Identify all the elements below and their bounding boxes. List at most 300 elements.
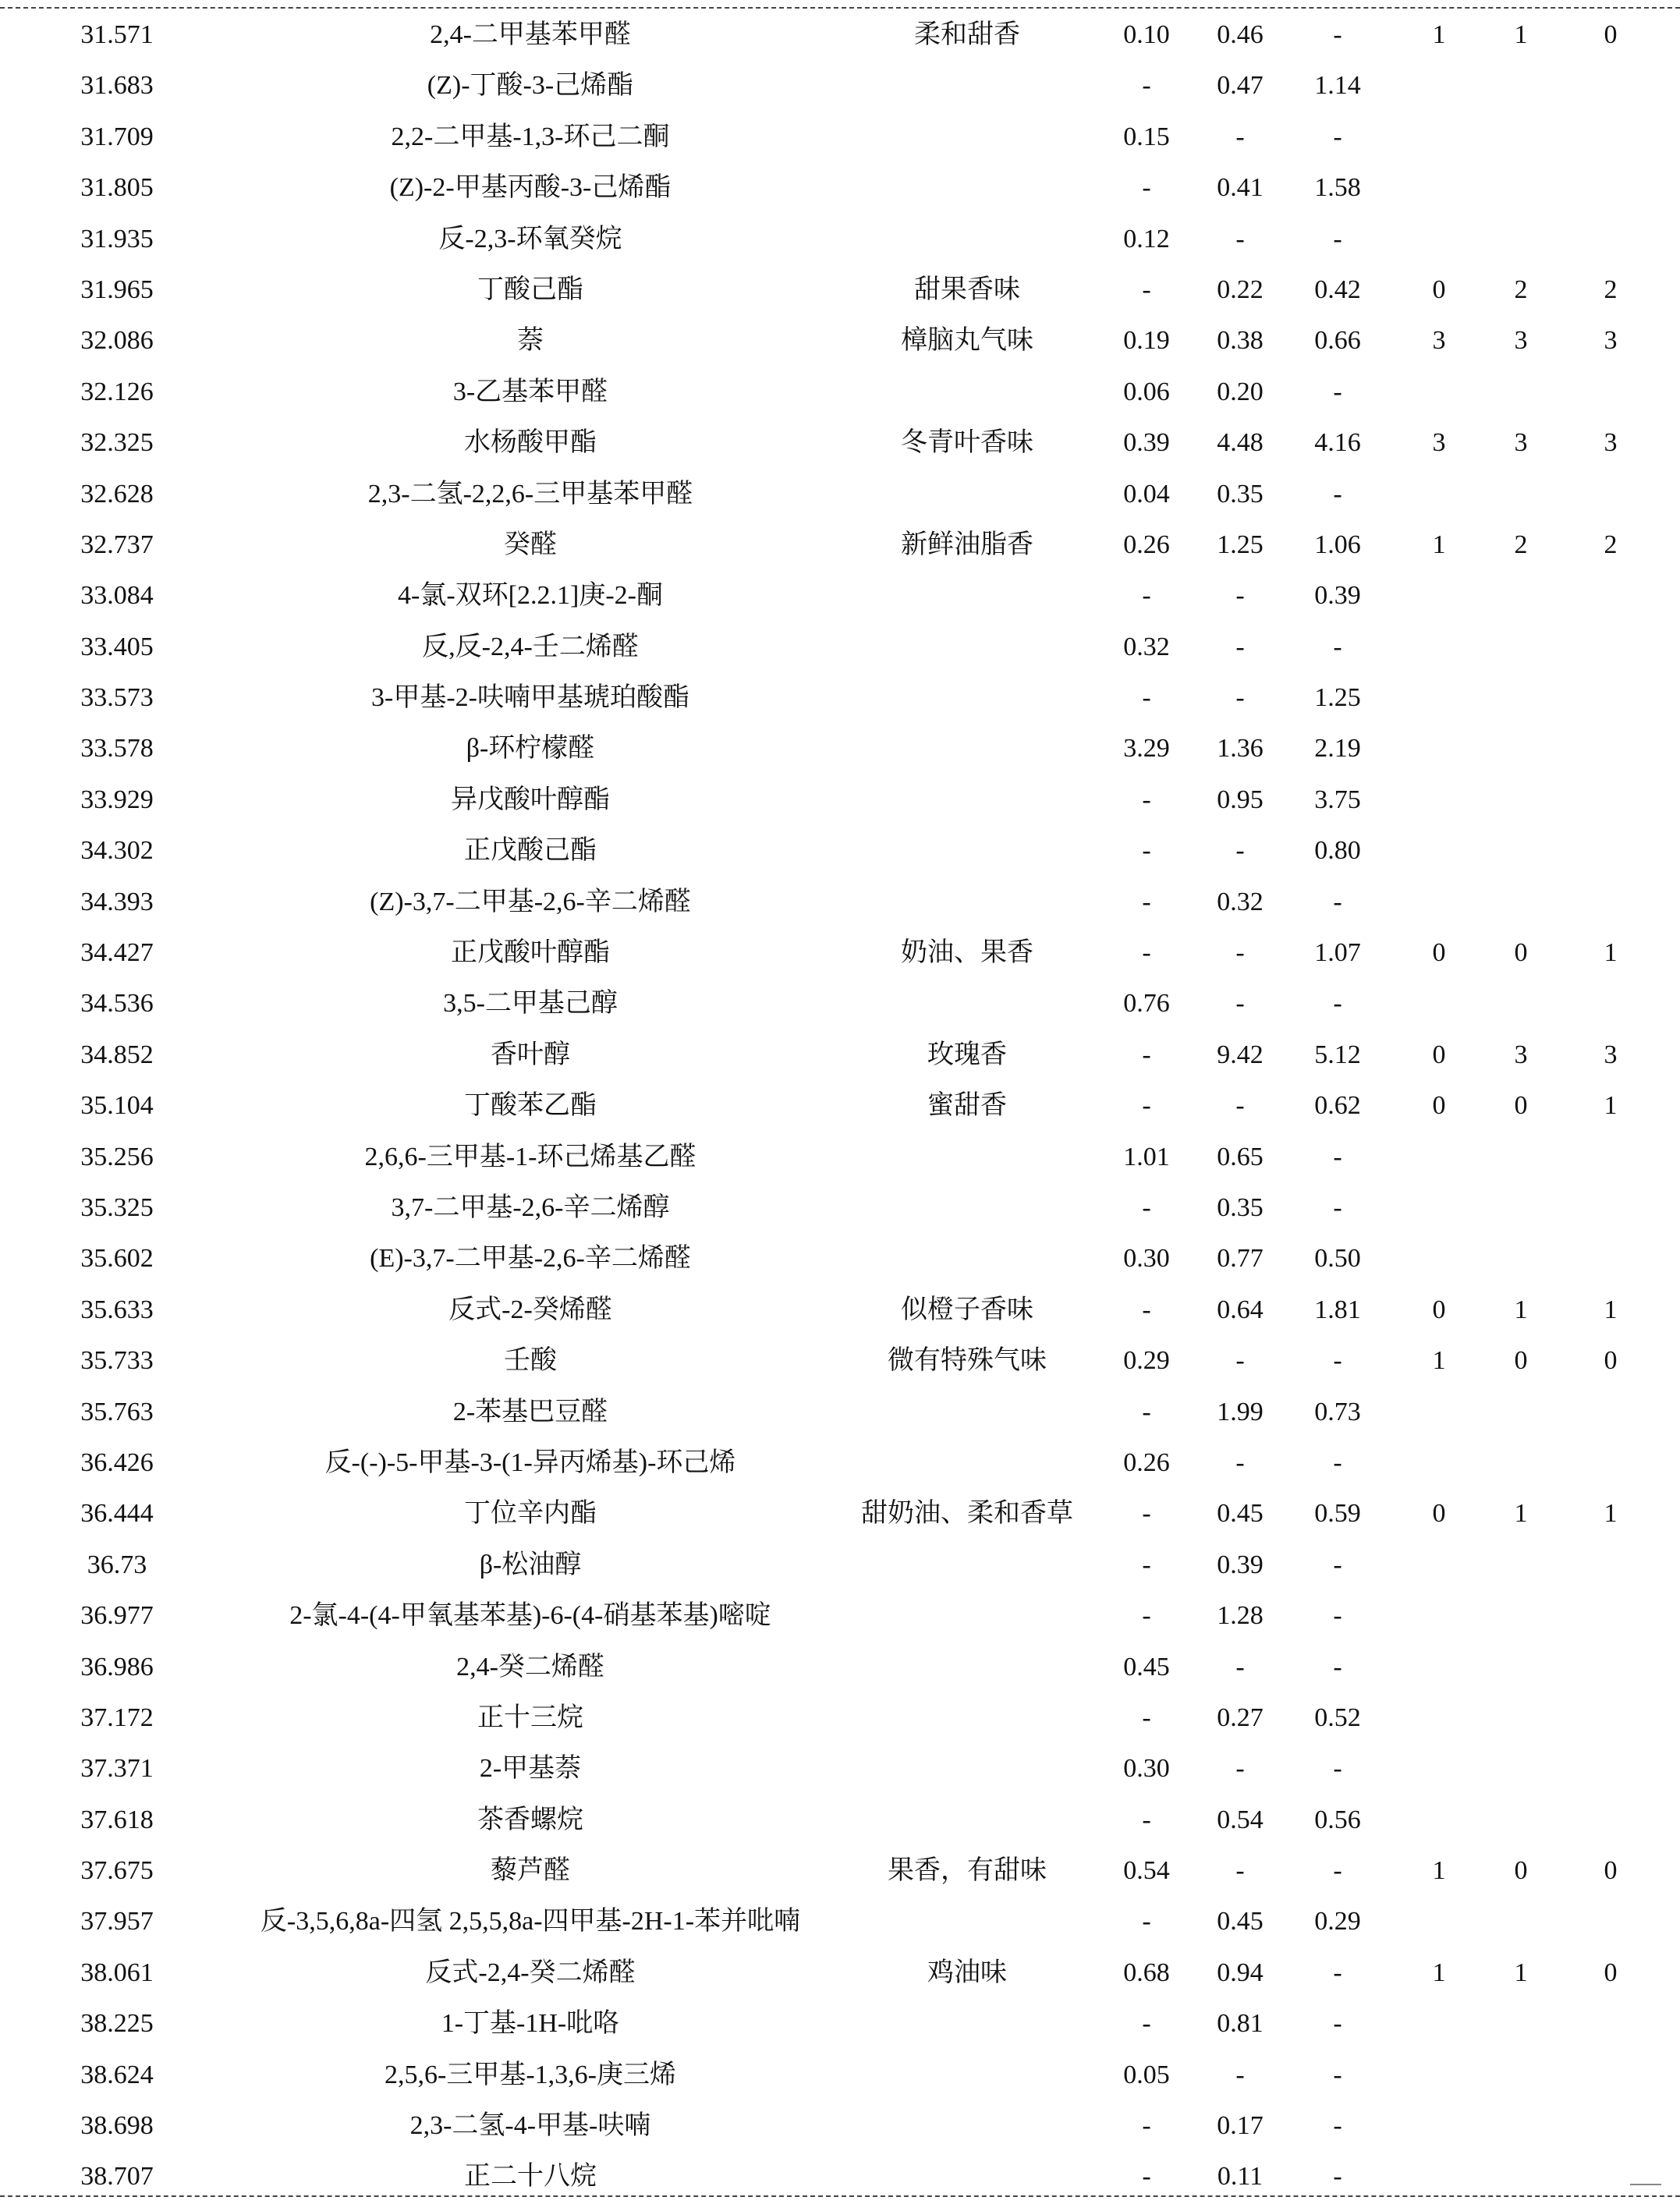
odor-description-cell: 似橙子香味 <box>901 1295 1033 1324</box>
retention-time-cell: 37.675 <box>80 1856 154 1886</box>
score-3-cell: 2 <box>1604 275 1618 304</box>
score-1-cell <box>1396 672 1482 723</box>
score-3-cell: 3 <box>1604 326 1618 356</box>
content-value-3-cell: 2.19 <box>1314 734 1361 764</box>
compound-name-cell: 反式-2-癸烯醛 <box>448 1295 612 1324</box>
odor-description-cell: 柔和甜香 <box>914 20 1020 49</box>
odor-description-cell <box>803 2100 1131 2151</box>
score-2-cell: 2 <box>1514 275 1528 304</box>
content-value-2-cell: 1.25 <box>1217 530 1264 559</box>
table-row <box>0 315 1680 366</box>
table-row <box>0 1998 1680 2049</box>
score-1-cell: 0 <box>1432 1091 1446 1121</box>
content-value-3-cell: 0.59 <box>1314 1499 1361 1529</box>
table-row <box>0 570 1680 621</box>
content-value-1-cell: 0.30 <box>1123 1244 1170 1274</box>
content-value-3-cell: - <box>1333 2060 1342 2089</box>
score-2-cell <box>1478 1590 1564 1641</box>
content-value-1-cell: - <box>1142 1040 1151 1069</box>
content-value-3-cell: - <box>1333 479 1342 508</box>
content-value-3-cell: - <box>1333 1142 1342 1171</box>
content-value-2-cell: - <box>1235 1447 1245 1477</box>
retention-time-cell: 36.73 <box>87 1550 147 1579</box>
score-1-cell: 1 <box>1432 530 1446 559</box>
content-value-2-cell: 0.32 <box>1217 887 1264 916</box>
table-row <box>0 1284 1680 1335</box>
score-2-cell <box>1478 1998 1564 2049</box>
score-2-cell: 1 <box>1514 1295 1528 1324</box>
odor-description-cell <box>803 1590 1131 1641</box>
odor-description-cell: 甜果香味 <box>914 275 1020 304</box>
table-row <box>0 622 1680 672</box>
score-2-cell <box>1478 723 1564 774</box>
retention-time-cell: 31.805 <box>80 173 154 203</box>
table-row <box>0 1692 1680 1743</box>
odor-description-cell <box>803 774 1131 825</box>
score-2-cell: 3 <box>1514 1040 1528 1069</box>
content-value-1-cell: 0.29 <box>1123 1346 1170 1376</box>
odor-description-cell: 新鲜油脂香 <box>901 530 1033 559</box>
score-1-cell <box>1396 1896 1482 1947</box>
content-value-1-cell: 3.29 <box>1123 734 1170 764</box>
retention-time-cell: 37.371 <box>80 1754 154 1784</box>
content-value-1-cell: 0.54 <box>1123 1856 1170 1886</box>
content-value-1-cell: 0.68 <box>1123 1958 1170 1987</box>
content-value-2-cell: 0.46 <box>1217 20 1264 49</box>
retention-time-cell: 36.977 <box>80 1601 154 1631</box>
table-row <box>0 1335 1680 1386</box>
retention-time-cell: 38.707 <box>80 2162 154 2192</box>
compound-name-cell: 正戊酸己酯 <box>464 836 597 866</box>
score-2-cell: 0 <box>1514 1346 1528 1376</box>
content-value-1-cell: - <box>1142 1397 1151 1426</box>
retention-time-cell: 38.061 <box>80 1958 154 1987</box>
content-value-1-cell: 0.26 <box>1123 530 1170 559</box>
content-value-2-cell: - <box>1235 989 1245 1019</box>
table-row <box>0 9 1680 60</box>
content-value-2-cell: 0.41 <box>1217 173 1264 203</box>
content-value-3-cell: - <box>1333 122 1342 151</box>
table-row <box>0 1182 1680 1233</box>
table-row <box>0 417 1680 468</box>
content-value-2-cell: 0.17 <box>1217 2111 1264 2141</box>
score-1-cell <box>1396 162 1482 213</box>
score-3-cell <box>1568 1387 1653 1437</box>
score-1-cell: 0 <box>1432 1499 1446 1529</box>
retention-time-cell: 35.256 <box>80 1142 154 1171</box>
score-2-cell <box>1478 1896 1564 1947</box>
content-value-2-cell: - <box>1235 122 1245 151</box>
content-value-2-cell: 0.39 <box>1217 1550 1264 1579</box>
content-value-2-cell: 0.45 <box>1217 1907 1264 1936</box>
retention-time-cell: 31.571 <box>80 20 154 49</box>
odor-description-cell <box>803 825 1131 876</box>
compound-name-cell: 反-(-)-5-甲基-3-(1-异丙烯基)-环己烯 <box>324 1447 736 1477</box>
content-value-2-cell: - <box>1235 683 1245 713</box>
odor-description-cell <box>803 1387 1131 1437</box>
table-row <box>0 1642 1680 1692</box>
retention-time-cell: 34.393 <box>80 887 154 916</box>
compound-name-cell: 2,4-二甲基苯甲醛 <box>430 20 631 49</box>
score-3-cell: 0 <box>1604 1958 1618 1987</box>
content-value-1-cell: 0.06 <box>1123 377 1170 406</box>
content-value-1-cell: - <box>1142 71 1151 101</box>
odor-description-cell <box>803 1642 1131 1692</box>
score-1-cell <box>1396 1743 1482 1794</box>
score-1-cell <box>1396 774 1482 825</box>
score-3-cell <box>1568 570 1653 621</box>
score-2-cell <box>1478 469 1564 519</box>
retention-time-cell: 38.698 <box>80 2111 154 2141</box>
content-value-1-cell: - <box>1142 275 1151 304</box>
odor-description-cell <box>803 1540 1131 1590</box>
table-row <box>0 877 1680 927</box>
compound-name-cell: 异戊酸叶醇酯 <box>451 785 610 814</box>
content-value-2-cell: 9.42 <box>1217 1040 1264 1069</box>
retention-time-cell: 32.086 <box>80 326 154 356</box>
score-1-cell <box>1396 877 1482 927</box>
table-row <box>0 774 1680 825</box>
content-value-1-cell: - <box>1142 938 1151 968</box>
score-2-cell <box>1478 1387 1564 1437</box>
retention-time-cell: 36.444 <box>80 1499 154 1529</box>
score-3-cell: 0 <box>1604 20 1618 49</box>
odor-description-cell: 鸡油味 <box>927 1958 1007 1987</box>
retention-time-cell: 32.737 <box>80 530 154 559</box>
content-value-3-cell: - <box>1333 1447 1342 1477</box>
retention-time-cell: 37.618 <box>80 1805 154 1834</box>
content-value-3-cell: - <box>1333 2111 1342 2141</box>
table-row <box>0 112 1680 162</box>
content-value-3-cell: - <box>1333 20 1342 49</box>
score-3-cell: 1 <box>1604 1295 1618 1324</box>
table-row <box>0 723 1680 774</box>
retention-time-cell: 37.957 <box>80 1907 154 1936</box>
compound-name-cell: 香叶醇 <box>491 1040 570 1069</box>
score-3-cell: 1 <box>1604 1091 1618 1121</box>
compound-name-cell: 壬酸 <box>504 1346 557 1376</box>
content-value-1-cell: - <box>1142 1295 1151 1324</box>
score-3-cell <box>1568 469 1653 519</box>
score-1-cell <box>1396 214 1482 264</box>
content-value-2-cell: 1.28 <box>1217 1601 1264 1631</box>
score-3-cell <box>1568 1437 1653 1488</box>
odor-description-cell <box>803 1692 1131 1743</box>
content-value-1-cell: 0.26 <box>1123 1447 1170 1477</box>
score-2-cell <box>1478 774 1564 825</box>
compound-name-cell: 丁酸苯乙酯 <box>464 1091 597 1121</box>
score-2-cell <box>1478 60 1564 111</box>
score-1-cell <box>1396 112 1482 162</box>
content-value-3-cell: - <box>1333 1652 1342 1681</box>
content-value-1-cell: - <box>1142 2009 1151 2039</box>
score-1-cell <box>1396 1233 1482 1284</box>
content-value-2-cell: - <box>1235 224 1245 253</box>
odor-description-cell <box>803 1132 1131 1182</box>
compound-name-cell: (Z)-3,7-二甲基-2,6-辛二烯醛 <box>370 887 691 916</box>
table-row <box>0 2100 1680 2151</box>
content-value-3-cell: 0.56 <box>1314 1805 1361 1834</box>
content-value-2-cell: 0.22 <box>1217 275 1264 304</box>
score-2-cell <box>1478 570 1564 621</box>
odor-description-cell <box>803 723 1131 774</box>
odor-description-cell <box>803 978 1131 1029</box>
odor-description-cell: 蜜甜香 <box>927 1091 1007 1121</box>
score-1-cell <box>1396 1132 1482 1182</box>
content-value-3-cell: 1.58 <box>1314 173 1361 203</box>
content-value-1-cell: - <box>1142 683 1151 713</box>
content-value-3-cell: 0.52 <box>1314 1703 1361 1732</box>
content-value-3-cell: 0.66 <box>1314 326 1361 356</box>
content-value-1-cell: 0.76 <box>1123 989 1170 1019</box>
retention-time-cell: 35.633 <box>80 1295 154 1324</box>
score-3-cell <box>1568 2100 1653 2151</box>
retention-time-cell: 33.405 <box>80 632 154 661</box>
score-2-cell <box>1478 2050 1564 2100</box>
score-1-cell: 1 <box>1432 1958 1446 1987</box>
score-3-cell: 3 <box>1604 428 1618 458</box>
retention-time-cell: 33.578 <box>80 734 154 764</box>
table-row <box>0 1743 1680 1794</box>
compound-name-cell: 正二十八烷 <box>464 2162 597 2192</box>
score-1-cell <box>1396 622 1482 672</box>
retention-time-cell: 31.965 <box>80 275 154 304</box>
retention-time-cell: 32.325 <box>80 428 154 458</box>
compound-name-cell: 2-氯-4-(4-甲氧基苯基)-6-(4-硝基苯基)嘧啶 <box>289 1601 771 1631</box>
content-value-2-cell: 0.65 <box>1217 1142 1264 1171</box>
score-3-cell: 0 <box>1604 1856 1618 1886</box>
retention-time-cell: 34.536 <box>80 989 154 1019</box>
odor-description-cell <box>803 2050 1131 2100</box>
score-1-cell <box>1396 1590 1482 1641</box>
score-1-cell <box>1396 2100 1482 2151</box>
odor-description-cell: 奶油、果香 <box>901 938 1033 968</box>
content-value-2-cell: - <box>1235 1091 1245 1121</box>
odor-description-cell <box>803 367 1131 417</box>
table-row <box>0 825 1680 876</box>
table-row <box>0 1795 1680 1845</box>
odor-description-cell: 樟脑丸气味 <box>901 326 1033 356</box>
table-row <box>0 1132 1680 1182</box>
compound-name-cell: (Z)-2-甲基丙酸-3-己烯酯 <box>389 173 672 203</box>
content-value-2-cell: 0.47 <box>1217 71 1264 101</box>
odor-description-cell <box>803 2151 1131 2202</box>
score-2-cell <box>1478 1692 1564 1743</box>
retention-time-cell: 33.573 <box>80 683 154 713</box>
odor-description-cell <box>803 60 1131 111</box>
top-dashed-rule <box>0 7 1680 9</box>
odor-description-cell <box>803 1182 1131 1233</box>
score-1-cell <box>1396 723 1482 774</box>
compound-name-cell: 3-乙基苯甲醛 <box>452 377 608 406</box>
score-3-cell <box>1568 112 1653 162</box>
retention-time-cell: 37.172 <box>80 1703 154 1732</box>
score-3-cell <box>1568 1896 1653 1947</box>
score-2-cell: 1 <box>1514 20 1528 49</box>
score-3-cell: 3 <box>1604 1040 1618 1069</box>
retention-time-cell: 32.126 <box>80 377 154 406</box>
compound-name-cell: 1-丁基-1H-吡咯 <box>441 2009 620 2039</box>
compound-name-cell: 反-2,3-环氧癸烷 <box>438 224 622 253</box>
score-1-cell: 0 <box>1432 1295 1446 1324</box>
score-2-cell: 1 <box>1514 1499 1528 1529</box>
score-1-cell <box>1396 570 1482 621</box>
score-1-cell <box>1396 2151 1482 2202</box>
table-row <box>0 1437 1680 1488</box>
content-value-2-cell: 0.45 <box>1217 1499 1264 1529</box>
score-3-cell <box>1568 60 1653 111</box>
score-3-cell <box>1568 723 1653 774</box>
score-3-cell <box>1568 825 1653 876</box>
content-value-3-cell: - <box>1333 1550 1342 1579</box>
content-value-2-cell: - <box>1235 1346 1245 1376</box>
content-value-2-cell: - <box>1235 938 1245 968</box>
content-value-3-cell: 0.62 <box>1314 1091 1361 1121</box>
table-row <box>0 672 1680 723</box>
content-value-3-cell: 3.75 <box>1314 785 1361 814</box>
content-value-3-cell: - <box>1333 224 1342 253</box>
score-1-cell <box>1396 2050 1482 2100</box>
score-1-cell <box>1396 1437 1482 1488</box>
score-3-cell <box>1568 2050 1653 2100</box>
table-row <box>0 519 1680 570</box>
score-2-cell <box>1478 1233 1564 1284</box>
odor-description-cell <box>803 1896 1131 1947</box>
content-value-2-cell: - <box>1235 581 1245 611</box>
score-2-cell <box>1478 367 1564 417</box>
table-row <box>0 264 1680 315</box>
score-2-cell <box>1478 2151 1564 2202</box>
score-3-cell <box>1568 1590 1653 1641</box>
content-value-3-cell: 0.73 <box>1314 1397 1361 1426</box>
content-value-1-cell: 1.01 <box>1123 1142 1170 1171</box>
table-row <box>0 214 1680 264</box>
score-2-cell: 1 <box>1514 1958 1528 1987</box>
score-3-cell <box>1568 1642 1653 1692</box>
content-value-2-cell: - <box>1235 2060 1245 2089</box>
score-2-cell <box>1478 1132 1564 1182</box>
content-value-3-cell: - <box>1333 2162 1342 2192</box>
compound-name-cell: 正戊酸叶醇酯 <box>451 938 610 968</box>
content-value-1-cell: - <box>1142 1192 1151 1222</box>
content-value-3-cell: - <box>1333 377 1342 406</box>
content-value-2-cell: 0.20 <box>1217 377 1264 406</box>
retention-time-cell: 31.709 <box>80 122 154 151</box>
score-2-cell <box>1478 112 1564 162</box>
content-value-2-cell: 4.48 <box>1217 428 1264 458</box>
table-row <box>0 1540 1680 1590</box>
compound-table <box>0 9 1680 2202</box>
score-2-cell: 3 <box>1514 326 1528 356</box>
content-value-3-cell: 1.07 <box>1314 938 1361 968</box>
score-2-cell <box>1478 1642 1564 1692</box>
score-2-cell <box>1478 622 1564 672</box>
content-value-1-cell: 0.04 <box>1123 479 1170 508</box>
score-2-cell <box>1478 1743 1564 1794</box>
score-3-cell <box>1568 1743 1653 1794</box>
content-value-1-cell: 0.39 <box>1123 428 1170 458</box>
compound-name-cell: 3,7-二甲基-2,6-辛二烯醇 <box>391 1192 670 1222</box>
retention-time-cell: 31.683 <box>80 71 154 101</box>
score-3-cell <box>1568 978 1653 1029</box>
table-row <box>0 1845 1680 1896</box>
score-2-cell <box>1478 1795 1564 1845</box>
score-1-cell <box>1396 1540 1482 1590</box>
content-value-2-cell: 0.38 <box>1217 326 1264 356</box>
table-row <box>0 978 1680 1029</box>
odor-description-cell: 冬青叶香味 <box>901 428 1033 458</box>
table-row <box>0 1080 1680 1131</box>
compound-name-cell: 2-苯基巴豆醛 <box>452 1397 608 1426</box>
score-3-cell <box>1568 877 1653 927</box>
odor-description-cell <box>803 112 1131 162</box>
odor-description-cell <box>803 1998 1131 2049</box>
score-3-cell <box>1568 214 1653 264</box>
compound-name-cell: 3,5-二甲基己醇 <box>443 989 618 1019</box>
content-value-1-cell: - <box>1142 1907 1151 1936</box>
compound-name-cell: 3-甲基-2-呋喃甲基琥珀酸酯 <box>371 683 689 713</box>
score-3-cell <box>1568 622 1653 672</box>
content-value-2-cell: 0.35 <box>1217 479 1264 508</box>
content-value-1-cell: - <box>1142 1805 1151 1834</box>
compound-name-cell: 藜芦醛 <box>491 1856 570 1886</box>
content-value-3-cell: 5.12 <box>1314 1040 1361 1069</box>
content-value-3-cell: 0.80 <box>1314 836 1361 866</box>
content-value-3-cell: 1.14 <box>1314 71 1361 101</box>
compound-name-cell: 丁酸己酯 <box>477 275 583 304</box>
score-3-cell <box>1568 1692 1653 1743</box>
table-row <box>0 2050 1680 2100</box>
content-value-3-cell: 4.16 <box>1314 428 1361 458</box>
score-2-cell <box>1478 877 1564 927</box>
content-value-3-cell: - <box>1333 1346 1342 1376</box>
score-2-cell <box>1478 162 1564 213</box>
content-value-1-cell: - <box>1142 173 1151 203</box>
content-value-3-cell: - <box>1333 1601 1342 1631</box>
content-value-2-cell: 0.81 <box>1217 2009 1264 2039</box>
score-1-cell: 1 <box>1432 20 1446 49</box>
table-row <box>0 367 1680 417</box>
compound-name-cell: 4-氯-双环[2.2.1]庚-2-酮 <box>398 581 663 611</box>
table-row <box>0 1947 1680 1998</box>
table-row <box>0 1896 1680 1947</box>
retention-time-cell: 34.427 <box>80 938 154 968</box>
compound-name-cell: 反-3,5,6,8a-四氢 2,5,5,8a-四甲基-2H-1-苯并吡喃 <box>260 1907 801 1936</box>
score-2-cell: 0 <box>1514 1856 1528 1886</box>
score-3-cell: 1 <box>1604 938 1618 968</box>
score-2-cell <box>1478 978 1564 1029</box>
score-2-cell <box>1478 1437 1564 1488</box>
content-value-1-cell: - <box>1142 2162 1151 2192</box>
content-value-3-cell: - <box>1333 1958 1342 1987</box>
score-1-cell: 3 <box>1432 428 1446 458</box>
score-3-cell <box>1568 1795 1653 1845</box>
score-3-cell: 1 <box>1604 1499 1618 1529</box>
score-2-cell: 2 <box>1514 530 1528 559</box>
score-1-cell: 0 <box>1432 275 1446 304</box>
content-value-3-cell: - <box>1333 1754 1342 1784</box>
score-2-cell <box>1478 825 1564 876</box>
compound-name-cell: β-环柠檬醛 <box>466 734 595 764</box>
table-row <box>0 927 1680 978</box>
content-value-1-cell: - <box>1142 836 1151 866</box>
retention-time-cell: 31.935 <box>80 224 154 253</box>
content-value-3-cell: - <box>1333 887 1342 916</box>
score-3-cell <box>1568 1540 1653 1590</box>
content-value-1-cell: - <box>1142 1601 1151 1631</box>
retention-time-cell: 35.325 <box>80 1192 154 1222</box>
score-1-cell: 0 <box>1432 1040 1446 1069</box>
